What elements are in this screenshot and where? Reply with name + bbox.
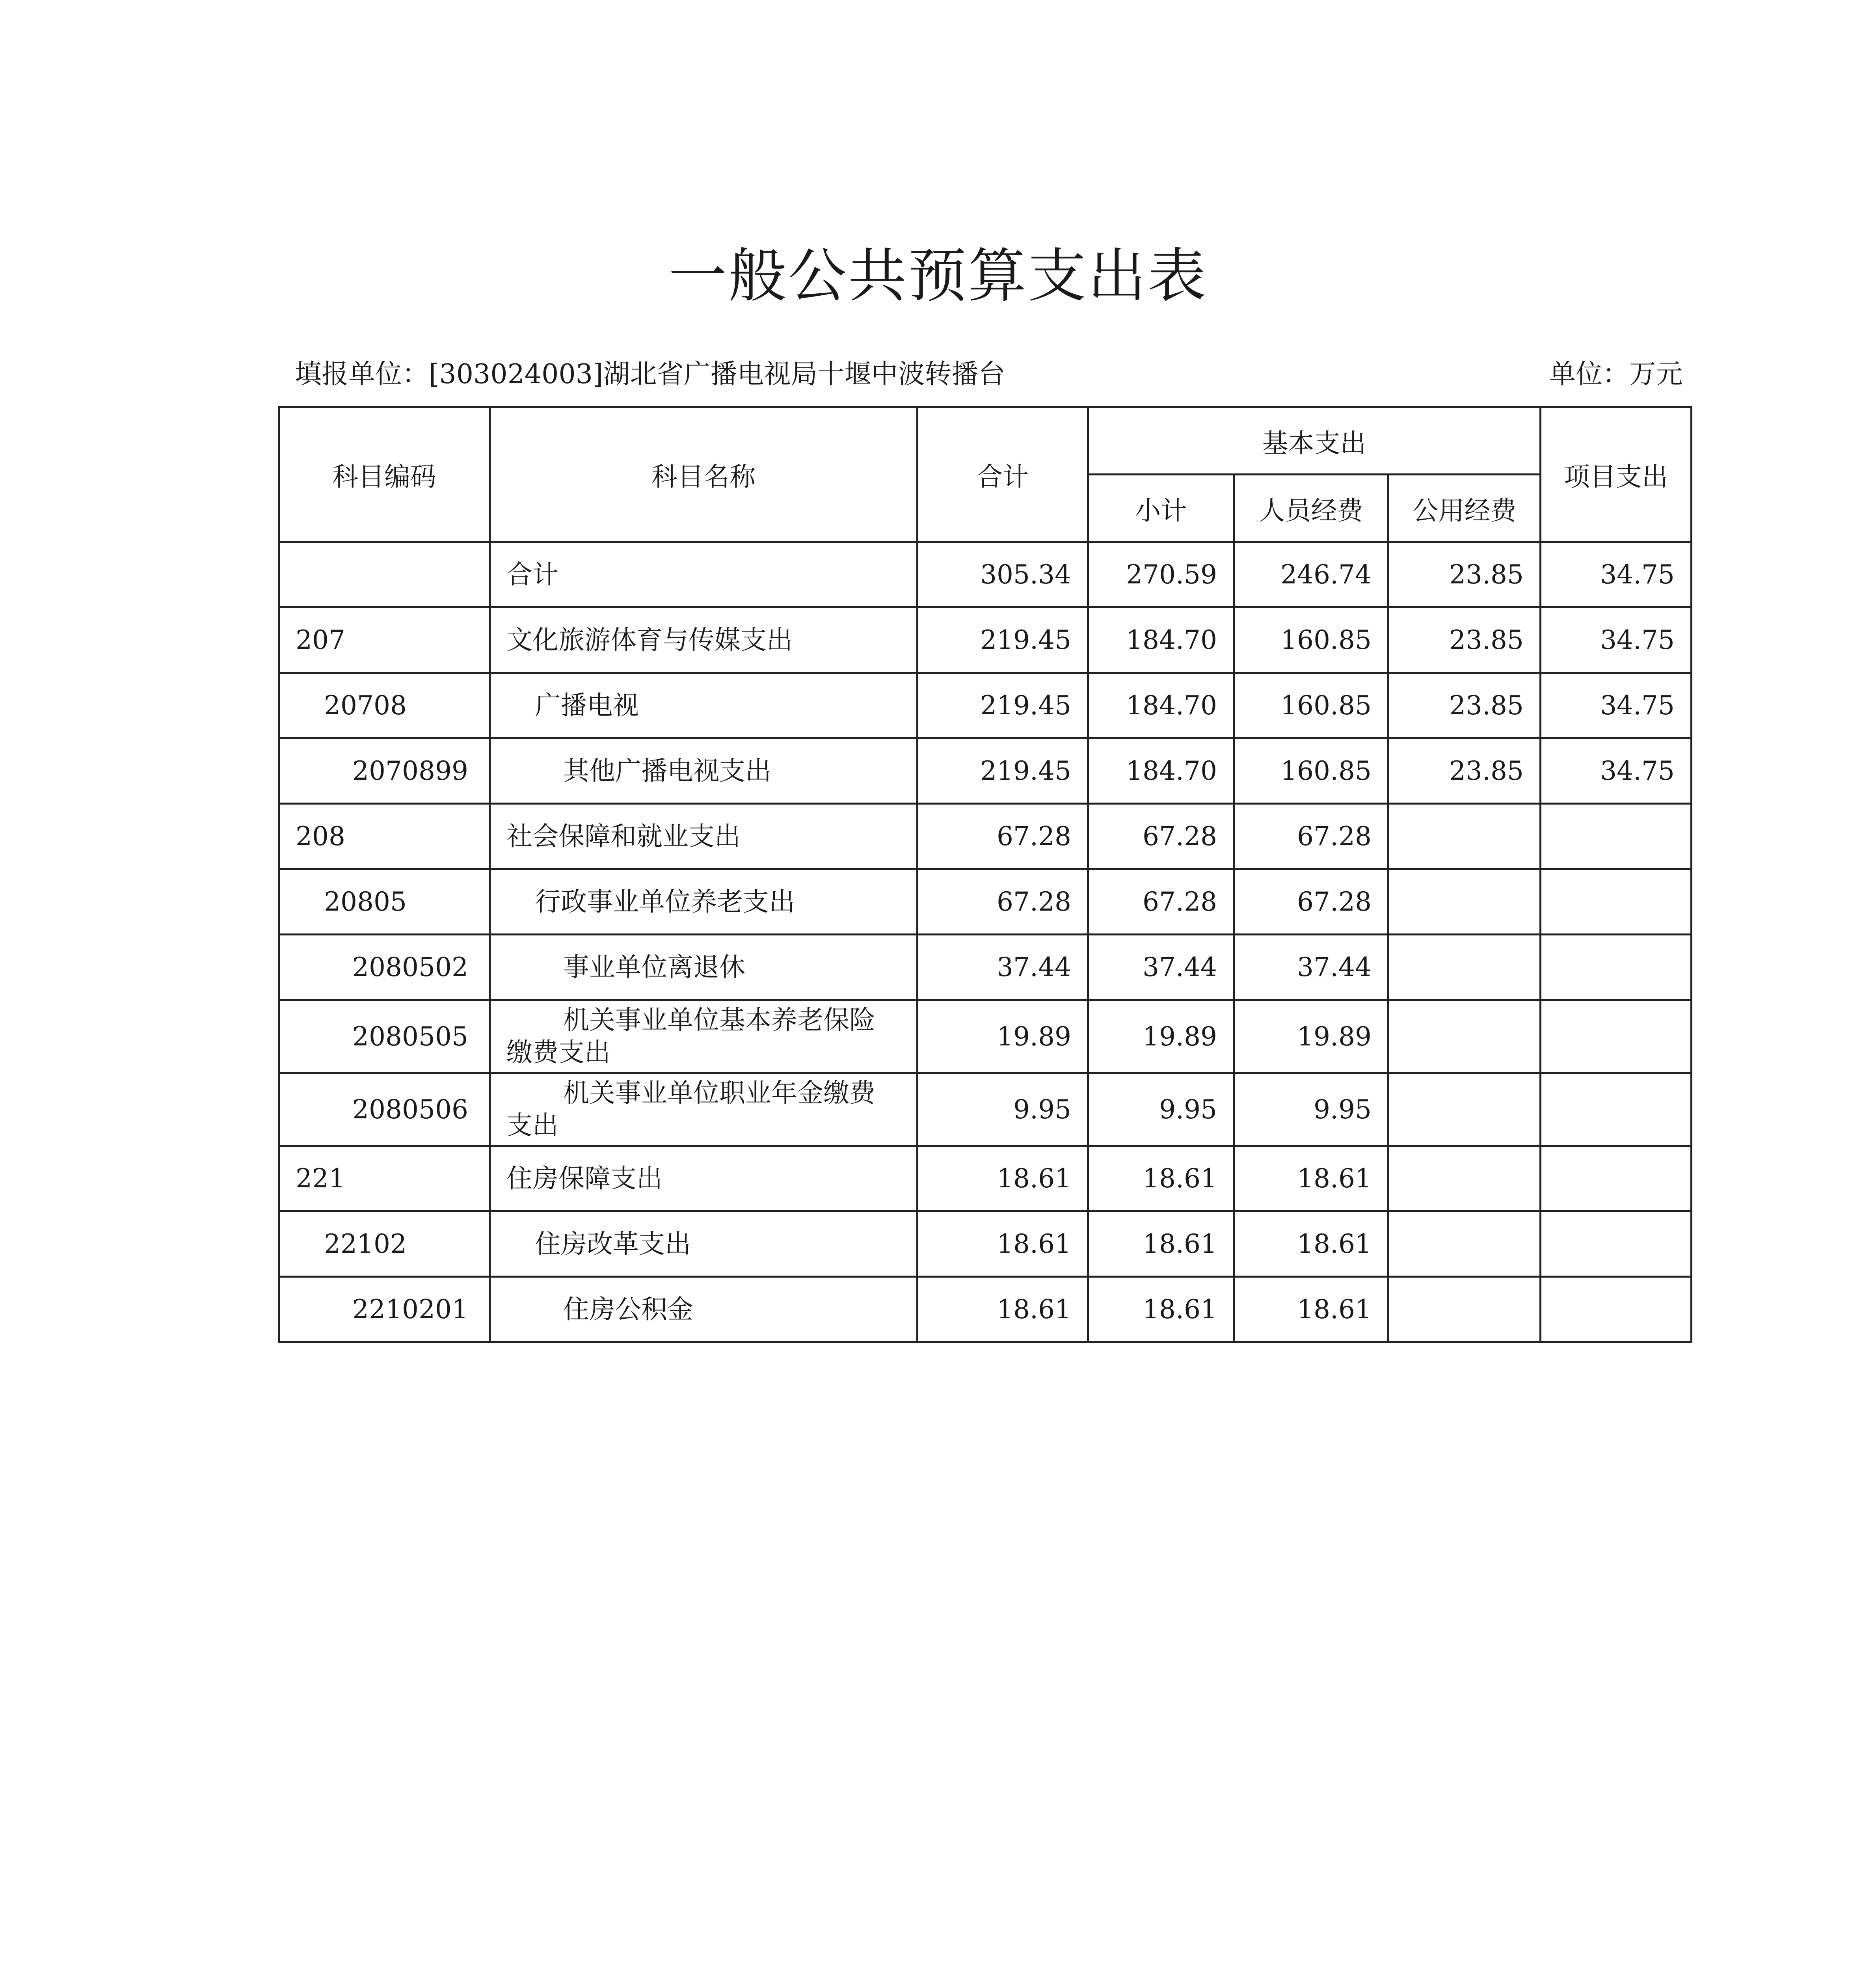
row-public — [1388, 1146, 1541, 1211]
reporting-unit: 填报单位：[303024003]湖北省广播电视局十堰中波转播台 — [295, 359, 1005, 390]
table-row — [279, 804, 1692, 869]
row-subtotal: 18.61 — [1088, 1277, 1234, 1342]
report-meta — [295, 355, 1683, 394]
row-code: 2080505 — [279, 1000, 490, 1073]
row-subtotal: 18.61 — [1088, 1146, 1234, 1211]
row-code: 2080506 — [279, 1073, 490, 1146]
row-code: 207 — [279, 607, 490, 673]
row-subtotal: 67.28 — [1088, 804, 1234, 869]
table-row — [279, 1000, 1692, 1073]
row-personnel: 67.28 — [1234, 804, 1388, 869]
row-subtotal: 37.44 — [1088, 935, 1234, 1000]
header-subtotal: 小计 — [1088, 475, 1234, 542]
header-row — [279, 407, 1692, 475]
row-name: 社会保障和就业支出 — [490, 804, 918, 869]
header-total: 合计 — [918, 407, 1088, 542]
row-subtotal: 184.70 — [1088, 673, 1234, 738]
row-public — [1388, 935, 1541, 1000]
row-name: 机关事业单位基本养老保险缴费支出 — [490, 1000, 918, 1073]
row-personnel: 160.85 — [1234, 607, 1388, 673]
row-subtotal: 184.70 — [1088, 607, 1234, 673]
row-project — [1541, 869, 1692, 935]
total-subtotal: 270.59 — [1088, 542, 1234, 607]
row-total: 67.28 — [918, 869, 1088, 935]
total-name: 合计 — [490, 542, 918, 607]
row-project: 34.75 — [1541, 607, 1692, 673]
header-basic: 基本支出 — [1088, 407, 1541, 475]
total-project: 34.75 — [1541, 542, 1692, 607]
row-personnel: 37.44 — [1234, 935, 1388, 1000]
header-project: 项目支出 — [1541, 407, 1692, 542]
row-name: 文化旅游体育与传媒支出 — [490, 607, 918, 673]
row-public — [1388, 804, 1541, 869]
row-personnel: 18.61 — [1234, 1211, 1388, 1277]
row-project — [1541, 935, 1692, 1000]
row-personnel: 18.61 — [1234, 1277, 1388, 1342]
row-project — [1541, 804, 1692, 869]
total-total: 305.34 — [918, 542, 1088, 607]
row-total: 219.45 — [918, 738, 1088, 804]
currency-unit: 单位：万元 — [1548, 359, 1683, 390]
table-row — [279, 1073, 1692, 1146]
row-personnel: 160.85 — [1234, 738, 1388, 804]
row-name: 机关事业单位职业年金缴费支出 — [490, 1073, 918, 1146]
row-code: 20805 — [279, 869, 490, 935]
row-total: 67.28 — [918, 804, 1088, 869]
row-code: 2210201 — [279, 1277, 490, 1342]
row-subtotal: 9.95 — [1088, 1073, 1234, 1146]
row-name: 其他广播电视支出 — [490, 738, 918, 804]
row-name: 住房保障支出 — [490, 1146, 918, 1211]
table-row — [279, 607, 1692, 673]
row-project — [1541, 1277, 1692, 1342]
row-personnel: 160.85 — [1234, 673, 1388, 738]
header-code: 科目编码 — [279, 407, 490, 542]
row-name: 广播电视 — [490, 673, 918, 738]
row-personnel: 67.28 — [1234, 869, 1388, 935]
table-row — [279, 673, 1692, 738]
row-public: 23.85 — [1388, 673, 1541, 738]
row-total: 19.89 — [918, 1000, 1088, 1073]
row-personnel: 19.89 — [1234, 1000, 1388, 1073]
row-public — [1388, 1277, 1541, 1342]
table-row — [279, 738, 1692, 804]
row-project — [1541, 1146, 1692, 1211]
row-project: 34.75 — [1541, 738, 1692, 804]
row-code: 20708 — [279, 673, 490, 738]
row-name: 住房公积金 — [490, 1277, 918, 1342]
header-personnel: 人员经费 — [1234, 475, 1388, 542]
row-total: 37.44 — [918, 935, 1088, 1000]
row-subtotal: 67.28 — [1088, 869, 1234, 935]
row-code: 22102 — [279, 1211, 490, 1277]
table-row — [279, 935, 1692, 1000]
row-project — [1541, 1000, 1692, 1073]
row-subtotal: 19.89 — [1088, 1000, 1234, 1073]
table-row — [279, 1146, 1692, 1211]
row-project: 34.75 — [1541, 673, 1692, 738]
row-total: 219.45 — [918, 607, 1088, 673]
row-personnel: 9.95 — [1234, 1073, 1388, 1146]
total-row — [279, 542, 1692, 607]
row-project — [1541, 1073, 1692, 1146]
table-row — [279, 1277, 1692, 1342]
row-personnel: 18.61 — [1234, 1146, 1388, 1211]
table-row — [279, 1211, 1692, 1277]
budget-table — [278, 406, 1692, 1343]
total-personnel: 246.74 — [1234, 542, 1388, 607]
row-code: 208 — [279, 804, 490, 869]
header-name: 科目名称 — [490, 407, 918, 542]
table-row — [279, 869, 1692, 935]
row-name: 事业单位离退休 — [490, 935, 918, 1000]
header-public: 公用经费 — [1388, 475, 1541, 542]
row-public — [1388, 869, 1541, 935]
page-title: 一般公共预算支出表 — [668, 242, 1208, 310]
row-name: 住房改革支出 — [490, 1211, 918, 1277]
row-total: 18.61 — [918, 1146, 1088, 1211]
row-subtotal: 18.61 — [1088, 1211, 1234, 1277]
row-public: 23.85 — [1388, 607, 1541, 673]
row-project — [1541, 1211, 1692, 1277]
row-code: 2080502 — [279, 935, 490, 1000]
row-subtotal: 184.70 — [1088, 738, 1234, 804]
row-total: 18.61 — [918, 1277, 1088, 1342]
total-code — [279, 542, 490, 607]
row-public — [1388, 1073, 1541, 1146]
row-name: 行政事业单位养老支出 — [490, 869, 918, 935]
row-code: 2070899 — [279, 738, 490, 804]
row-total: 219.45 — [918, 673, 1088, 738]
row-code: 221 — [279, 1146, 490, 1211]
row-public: 23.85 — [1388, 738, 1541, 804]
row-public — [1388, 1211, 1541, 1277]
row-total: 9.95 — [918, 1073, 1088, 1146]
row-public — [1388, 1000, 1541, 1073]
row-total: 18.61 — [918, 1211, 1088, 1277]
total-public: 23.85 — [1388, 542, 1541, 607]
